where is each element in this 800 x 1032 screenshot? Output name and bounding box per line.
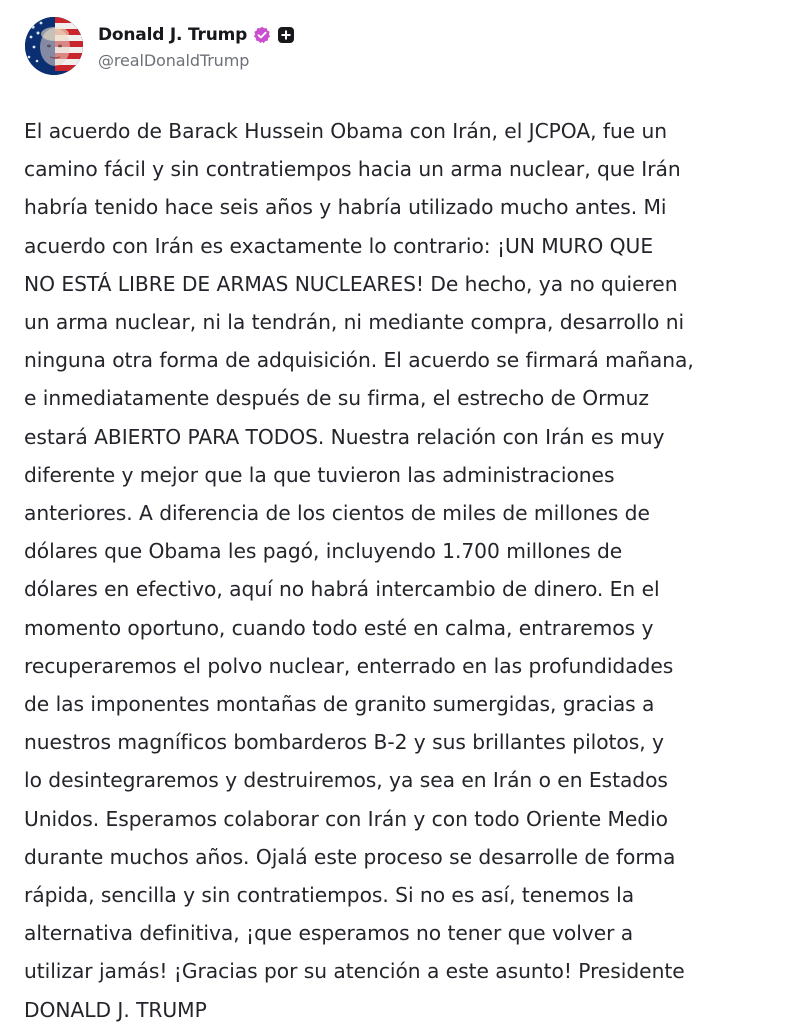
post-text-line: NO ESTÁ LIBRE DE ARMAS NUCLEARES! De hecho, ya no quieren	[24, 271, 678, 296]
post-text-line: lo desintegraremos y destruiremos, ya sea en Irán o en Estados	[24, 768, 668, 793]
post-text-line: habría tenido hace seis años y habría utilizado mucho antes. Mi	[24, 195, 667, 220]
post-text-line: un arma nuclear, ni la tendrán, ni mediante compra, desarrollo ni	[24, 310, 685, 335]
post-text-line: ninguna otra forma de adquisición. El acuerdo se firmará mañana,	[24, 348, 694, 373]
post-text-line: dólares en efectivo, aquí no habrá intercambio de dinero. En el	[24, 577, 660, 602]
post-text-line: momento oportuno, cuando todo esté en calma, entraremos y	[24, 615, 654, 640]
post-text-line: rápida, sencilla y sin contratiempos. Si no es así, tenemos la	[24, 883, 635, 908]
avatar[interactable]	[25, 17, 83, 75]
post-text-line: dólares que Obama les pagó, incluyendo 1.700 millones de	[24, 539, 623, 564]
post-text-line: nuestros magníficos bombarderos B-2 y sus brillantes pilotos, y	[24, 730, 664, 755]
post-text-line: e inmediatamente después de su firma, el estrecho de Ormuz	[24, 386, 649, 411]
author-display-name[interactable]: Donald J. Trump	[98, 25, 248, 45]
post-text-line: durante muchos años. Ojalá este proceso se desarrolle de forma	[24, 844, 676, 869]
author-handle[interactable]: @realDonaldTrump	[98, 51, 250, 70]
avatar-image	[25, 17, 83, 75]
post-header	[25, 16, 295, 76]
post-text-line: de las imponentes montañas de granito sumergidas, gracias a	[24, 692, 655, 717]
post-text-line: camino fácil y sin contratiempos hacia un arma nuclear, que Irán	[24, 157, 681, 182]
post-text-line: recuperaremos el polvo nuclear, enterrado en las profundidades	[24, 653, 674, 678]
verified-badge-icon	[253, 26, 271, 44]
post-text	[24, 112, 794, 1029]
post-text-line: utilizar jamás! ¡Gracias por su atención a este asunto! Presidente	[24, 959, 685, 984]
plus-square-icon[interactable]	[277, 26, 295, 44]
author-info	[98, 22, 295, 70]
post-text-line: estará ABIERTO PARA TODOS. Nuestra relación con Irán es muy	[24, 424, 665, 449]
post-text-line: El acuerdo de Barack Hussein Obama con Irán, el JCPOA, fue un	[24, 119, 668, 143]
post-text-line: alternativa definitiva, ¡que esperamos no tener que volver a	[24, 921, 634, 946]
author-name-row	[98, 22, 295, 48]
post-text-line: anteriores. A diferencia de los cientos de miles de millones de	[24, 501, 650, 526]
post-text-line: DONALD J. TRUMP	[24, 997, 207, 1022]
post-text-line: acuerdo con Irán es exactamente lo contrario: ¡UN MURO QUE	[24, 233, 654, 258]
post-text-line: Unidos. Esperamos colaborar con Irán y con todo Oriente Medio	[24, 806, 669, 831]
post-text-line: diferente y mejor que la que tuvieron las administraciones	[24, 462, 615, 487]
